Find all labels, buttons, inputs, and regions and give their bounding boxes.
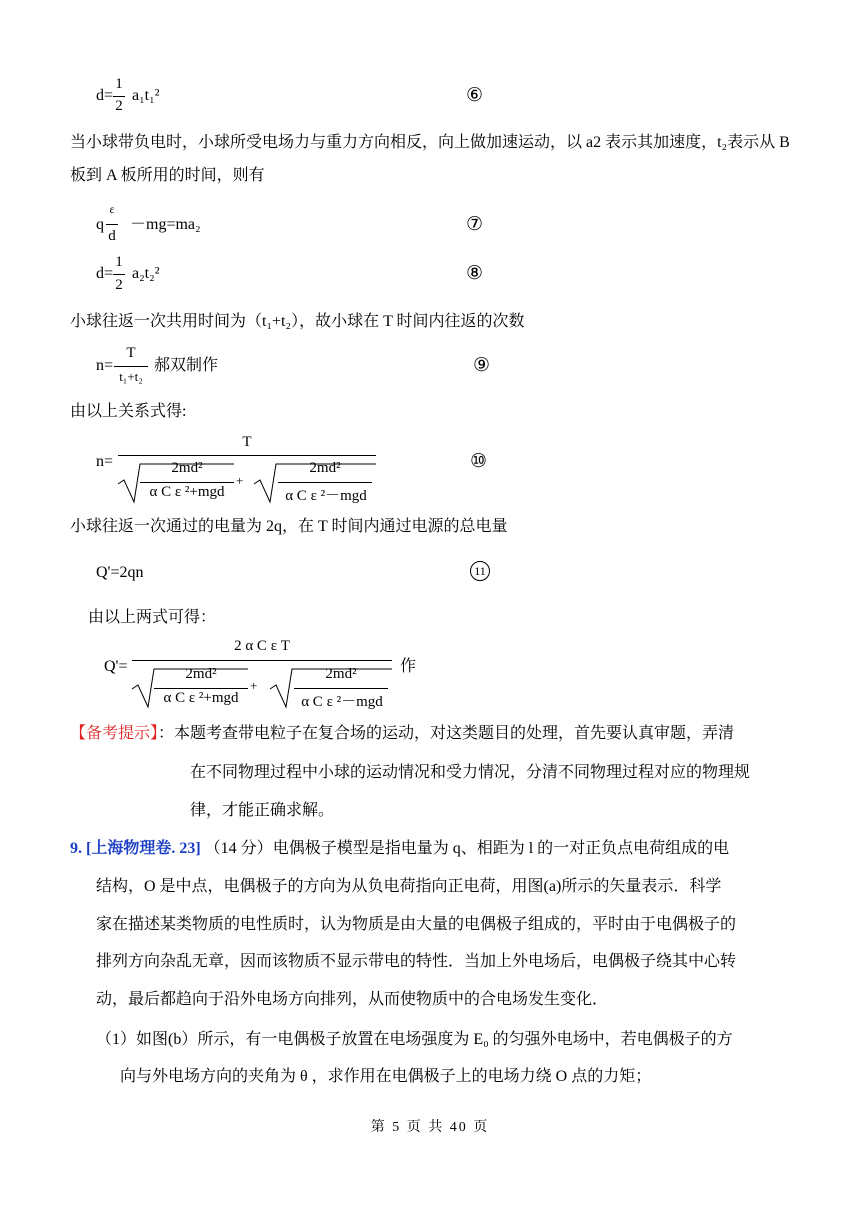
q9-source: [上海物理卷. 23] <box>86 840 201 857</box>
eq10-r2-num: 2md² <box>309 460 341 476</box>
paragraph-3: 由以上关系式得: <box>70 403 187 420</box>
eq8-num: 1 <box>115 254 123 270</box>
paragraph-2: 小球往返一次共用时间为（t₁+t₂），故小球在 T 时间内往返的次数 <box>70 313 525 330</box>
eq9-label: ⑨ <box>473 355 491 376</box>
eq12-plus: + <box>250 678 258 693</box>
eq7-num: ε <box>109 202 115 216</box>
eq9-lhs: n= <box>96 357 114 374</box>
eq9-bar <box>114 366 148 367</box>
eq12-r1-den: α C ε ²+mgd <box>163 690 239 706</box>
eq12-r2-den: α C ε ²－mgd <box>301 694 383 710</box>
eq8-den: 2 <box>115 277 123 293</box>
tip-line2: 在不同物理过程中小球的运动情况和受力情况，分清不同物理过程对应的物理规 <box>190 764 751 781</box>
eq8-lhs: d= <box>96 265 114 282</box>
q9-line1: 电偶极子模型是指电量为 q、相距为 l 的一对正负点电荷组成的电 <box>272 840 730 857</box>
eq12-r1-num: 2md² <box>185 666 217 682</box>
paragraph-5: 由以上两式可得： <box>88 609 217 626</box>
eq10-r1-den: α C ε ²+mgd <box>149 484 225 500</box>
q9-line5: 动，最后都趋向于沿外电场方向排列，从而使物质中的合电场发生变化． <box>96 991 609 1008</box>
eq10-main-bar <box>118 455 376 456</box>
eq6-lhs: d= <box>96 87 114 104</box>
tip-line3: 律，才能正确求解。 <box>190 802 335 819</box>
eq11-label <box>470 561 490 581</box>
q9-sub1-line2: 向与外电场方向的夹角为 θ ，求作用在电偶极子上的电场力绕 O 点的力矩； <box>120 1068 652 1085</box>
eq10-plus: + <box>236 473 244 488</box>
eq12-num: 2 α C ε T <box>234 638 290 654</box>
eq12-note: 作 <box>400 658 417 675</box>
eq7-label: ⑦ <box>466 214 484 235</box>
eq12-lhs: Q'= <box>104 658 128 675</box>
q9-sub1-line1: （1）如图(b）所示，有一电偶极子放置在电场强度为 E₀ 的匀强外电场中，若电偶极子的方 <box>96 1031 733 1048</box>
q9-line2: 结构，O 是中点，电偶极子的方向为从负电荷指向正电荷，用图(a)所示的矢量表示．科学 <box>96 878 722 895</box>
eq6-den: 2 <box>115 98 123 114</box>
tip-line1: 本题考查带电粒子在复合场的运动，对这类题目的处理，首先要认真审题，弄清 <box>174 725 735 742</box>
eq10-label: ⑩ <box>470 451 488 472</box>
eq9-note: 郝双制作 <box>154 357 219 374</box>
tip-header <box>70 724 734 744</box>
eq6-num: 1 <box>115 76 123 92</box>
eq10-lhs: n= <box>96 453 114 470</box>
eq9-den: t₁+t₂ <box>119 369 143 384</box>
eq8-bar <box>113 274 125 275</box>
eq12-main-bar <box>132 660 392 661</box>
eq11-text: Q'=2qn <box>96 564 144 581</box>
eq10-r1-num: 2md² <box>171 460 203 476</box>
eq12-r2-num: 2md² <box>325 666 357 682</box>
page-footer: 第 5 页 共 40 页 <box>370 1120 490 1135</box>
eq10-r2-bar <box>278 482 372 483</box>
eq8-rhs: a₂t₂² <box>132 265 160 282</box>
eq6-label: ⑥ <box>466 85 484 106</box>
q9-score: （14 分） <box>204 840 273 857</box>
eq10-num: T <box>242 434 252 450</box>
paragraph-1: 当小球带负电时，小球所受电场力与重力方向相反，向上做加速运动，以 a2 表示其加速度，t₂表示从 B 板到 A 板所用的时间，则有 <box>70 134 790 184</box>
q9-line3: 家在描述某类物质的电性质时，认为物质是由大量的电偶极子组成的，平时由于电偶极子的 <box>96 916 737 933</box>
paragraph-4: 小球往返一次通过的电量为 2q，在 T 时间内通过电源的总电量 <box>70 518 508 535</box>
eq8-label: ⑧ <box>466 263 484 284</box>
eq7-den: d <box>108 228 116 244</box>
eq10-r1-bar <box>140 482 234 483</box>
eq7-bar <box>106 224 118 225</box>
eq12-r1-bar <box>154 688 248 689</box>
eq11-label-text: 11 <box>470 561 490 581</box>
q9-line4: 排列方向杂乱无章，因而该物质不显示带电的特性．当加上外电场后，电偶极子绕其中心转 <box>96 953 737 970</box>
eq9-num: T <box>126 345 136 361</box>
eq6-bar <box>113 96 125 97</box>
eq12-r2-bar <box>294 688 388 689</box>
q9-number: 9. <box>70 840 82 857</box>
eq6-rhs: a₁t₁² <box>132 87 160 104</box>
eq7-rhs: －mg=ma₂ <box>130 216 201 233</box>
eq10-r2-den: α C ε ²－mgd <box>285 488 367 504</box>
tip-colon: ： <box>158 725 175 742</box>
eq7-q: q <box>96 216 104 233</box>
tip-label: 【备考提示】 <box>70 725 159 742</box>
q9-header <box>70 839 729 859</box>
